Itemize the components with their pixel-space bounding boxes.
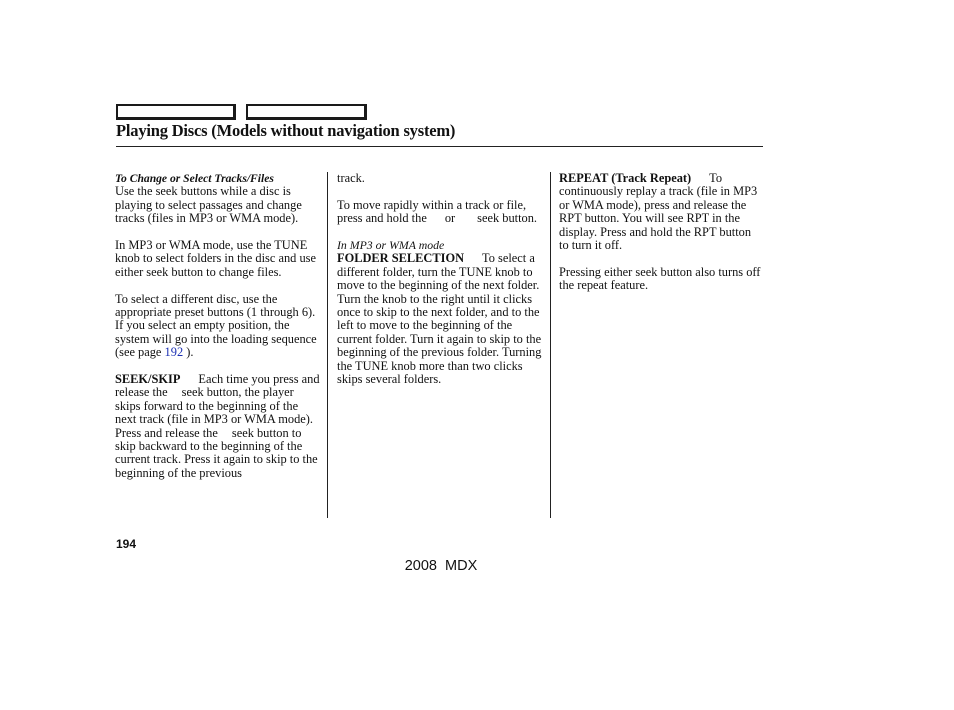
rapid-move-text-a: To move rapidly within a track or file, press and hold the — [337, 197, 527, 226]
paragraph-continued: track. — [337, 171, 365, 185]
rapid-move-or: or — [444, 211, 456, 226]
paragraph-mp3-folders: In MP3 or WMA mode, use the TUNE knob to select folders in the disc and use either seek button to change files. — [115, 238, 316, 279]
section-heading-change-tracks: To Change or Select Tracks/Files — [115, 172, 274, 185]
select-disc-text-end: ). — [183, 345, 194, 360]
column-divider-1 — [327, 172, 328, 518]
footer-model: 2008 MDX — [404, 558, 478, 574]
page-number: 194 — [116, 537, 137, 551]
select-disc-text: To select a different disc, use the appropriate preset buttons (1 through 6). If you select an empty position, the system will go into the loading sequence (see page — [115, 291, 317, 360]
repeat-label: REPEAT (Track Repeat) — [559, 171, 692, 185]
seek-skip-text-b: seek button, the player skips forward to the beginning of the next track (file in MP3 or WMA mode). Press and release the — [115, 385, 313, 440]
seek-skip-text-c: seek button to skip backward to the beginning of the current track. Press it again to skip to the beginning of the previous — [115, 425, 318, 480]
column-2 — [337, 172, 544, 400]
paragraph-repeat — [559, 172, 761, 252]
paragraph-seek-intro: Use the seek buttons while a disc is playing to select passages and change tracks (files in MP3 or WMA mode). — [115, 184, 302, 226]
column-1 — [115, 172, 321, 494]
folder-selection-text: To select a different folder, turn the TUNE knob to move to the beginning of the next folder. Turn the knob to the right until it clicks once to skip to the next folder, and to the left to move to the beginning of the current folder. Turn it again to skip to the beginning of the previous folder. Turning the TUNE knob more than two clicks skips several folders. — [337, 251, 542, 387]
repeat-text: To continuously replay a track (file in MP3 or WMA mode), press and release the RPT button. You will see RPT in the display. Press and hold the RPT button to turn it off. — [559, 171, 758, 253]
page-title: Playing Discs (Models without navigation system) — [116, 121, 456, 140]
rapid-move-text-b: seek button. — [477, 211, 538, 226]
column-divider-2 — [550, 172, 551, 518]
paragraph-rapid-move — [337, 199, 544, 226]
section-heading-mp3-mode: In MP3 or WMA mode — [337, 238, 445, 252]
paragraph-repeat-off: Pressing either seek button also turns off the repeat feature. — [559, 264, 761, 293]
nav-tab-1[interactable] — [116, 104, 236, 120]
paragraph-seek-skip — [115, 373, 321, 480]
folder-selection-label: FOLDER SELECTION — [337, 251, 465, 266]
seek-skip-text-a: Each time you press and release the — [115, 372, 320, 400]
seek-skip-label: SEEK/SKIP — [115, 372, 181, 387]
page-ref-link[interactable]: 192 — [164, 345, 184, 360]
column-3 — [559, 172, 761, 306]
title-divider — [116, 146, 763, 147]
nav-tab-2[interactable] — [246, 104, 367, 120]
paragraph-select-disc — [115, 293, 321, 360]
paragraph-folder-selection — [337, 252, 544, 386]
